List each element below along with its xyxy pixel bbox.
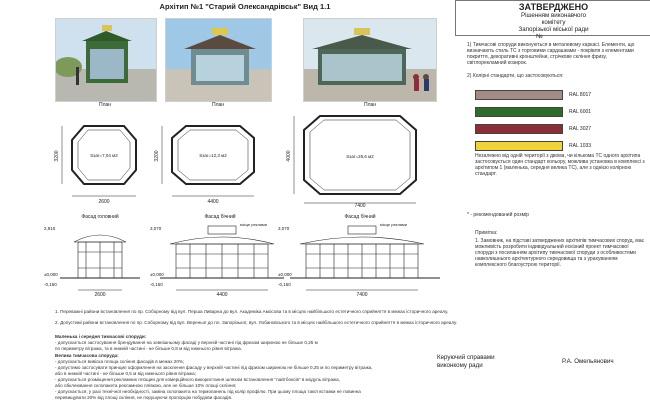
signature-title-2: виконкому ради: [437, 362, 483, 369]
plan-small: [62, 126, 136, 196]
facade-large-width: 7400: [356, 292, 368, 298]
big-line-4: - допускається розміщення рекламних площин для комерційного використання шляхом встановлення "лайтбоксів" в модуль вітража,: [55, 377, 340, 382]
facade-medium: [160, 226, 284, 290]
recommended-size-note: * - рекомендований розмір: [467, 212, 529, 218]
facade-large: [290, 226, 440, 290]
plan-small-width: 2600: [98, 199, 110, 205]
swatch-row: [475, 103, 645, 115]
facade-large-tag: місце реклами: [380, 222, 408, 227]
ads-title: Маленька і середня тимчасові споруди:: [55, 334, 147, 339]
plan-drawings: [50, 108, 450, 208]
facade-small-level-top: 2,910: [44, 226, 56, 231]
facade-large-level-zero: ±0,000: [278, 272, 292, 277]
plan-small-area: Sзаг=7,04 м2: [90, 153, 118, 158]
big-line-6: - допускається, у разі технічної необхідності, заміна склопакета на термопанель під колір профілю. При цьому площа такої вставки не повинна: [55, 389, 361, 394]
facade-label-small: Фасад головний: [81, 214, 119, 220]
approval-line3: Запорізької міської ради: [518, 26, 589, 33]
remarks-title: Примітка:: [475, 230, 498, 236]
swatch-row: [475, 120, 645, 132]
swatch-color: [475, 124, 563, 134]
facade-label-medium: Фасад бічний: [204, 214, 236, 220]
facade-drawings: [40, 220, 460, 300]
swatch-code: RAL 8017: [569, 91, 592, 98]
facade-medium-level-zero: ±0,000: [150, 272, 164, 277]
plan-large-width: 7400: [354, 203, 366, 208]
facade-large-level-bottom: -0,150: [278, 282, 291, 287]
facade-medium-width: 4400: [216, 292, 228, 298]
big-line-2: - допустимо застосувати принцип оформлення на засклення фасаду у верхній частині під фризом шириною не більше 0,25 м по периметру вітража,: [55, 365, 373, 370]
plan-label-medium: План: [211, 102, 225, 108]
facade-label-large: Фасад бічний: [344, 214, 376, 220]
swatch-row: [475, 137, 645, 149]
plan-medium-area: Sзаг=12,3 м2: [199, 153, 227, 158]
note-1: 1) Тимчасові споруди виконуються в металевому каркасі. Елементи, що визначають стиль ТС з торговими сардашками - покрівля з елементами покриття, декоративні кронштейни, стрічкове скління фризу, світлорекламний козирок.: [467, 42, 635, 66]
rendering-medium-kiosk: [165, 18, 272, 102]
facade-medium-level-top: 3,070: [150, 226, 162, 231]
plan-label-large: План: [363, 102, 377, 108]
big-line-1: - допускається вивіска площа скління фасадів в межах 20%;: [55, 359, 185, 364]
swatch-code: RAL 1033: [569, 142, 592, 149]
facade-small: [60, 235, 140, 290]
facade-large-level-top: 3,070: [278, 226, 290, 231]
swatch-color: [475, 90, 563, 100]
signature-name: Р.А. Омельянович: [562, 358, 614, 365]
rendering-large-kiosk: [303, 18, 437, 102]
swatch-code: RAL 3027: [569, 125, 592, 132]
facade-medium-level-bottom: -0,150: [150, 282, 163, 287]
big-line-7: перевищувати 20% від площі скління, не порушуючи пропорцію побудови фасадів.: [55, 395, 233, 400]
facade-small-level-bottom: -0,150: [44, 282, 57, 287]
swatch-code: RAL 6001: [569, 108, 592, 115]
plan-medium: [162, 126, 254, 196]
plan-medium-depth: 3200: [154, 150, 160, 162]
color-swatches: [475, 86, 645, 149]
swatch-color: [475, 141, 563, 151]
approval-stamp: [455, 0, 650, 40]
rendering-small-kiosk: [55, 18, 157, 102]
facade-small-level-zero: ±0,000: [44, 272, 58, 277]
facade-medium-tag: місце реклами: [240, 222, 268, 227]
sheet-title: Архітип №1 "Старий Олександрівськ" Вид 1.1: [159, 2, 331, 11]
plan-small-depth: 3200: [54, 150, 60, 162]
big-line-3: або в нижній частині - не більше 0,5 м від нижнього рівня вітража;: [55, 371, 196, 376]
approval-line2: комітету: [541, 19, 566, 26]
note-2: 2) Колірні стандарти, що застосовуються:: [467, 73, 564, 79]
plan-large: [294, 116, 416, 203]
approval-line4: №: [536, 33, 543, 40]
plan-large-area: Sзаг=25,6 м2: [346, 154, 374, 159]
bottom-note-1: 1. Переважні райони встановлення по пр. Соборному від вул. Перша Ливарна до вул. Академіка Амосова та в місцях найбільшого естетичного сприйняття в межах історичного ареалу.: [55, 309, 449, 314]
ads-line-2: по периметру вітража, та в нижній частині - не більше 0,8 м від нижнього рівня вітража.: [55, 346, 242, 351]
signature-title-1: Керуючий справами: [437, 354, 495, 361]
swatch-color: [475, 107, 563, 117]
plan-medium-width: 4400: [207, 199, 219, 205]
ads-line-1: - допускається застосування брендування на зовнішньому фасаді у верхній частині під фризом шириною не більше 0,25 м: [55, 340, 318, 345]
bottom-note-2: 2. Допустимі райони встановлення по пр. Соборному від вул. Вереньої до пл. Запорізької, вул. Лобановського та в місцях найбільшого естетичного сприйняття в межах історичного ареалу.: [55, 320, 458, 325]
note-3: Незалежно від одній території з двома, чи кількома ТС одного архітипа застосовується один стандарт кольору, можлива установка в комплексі з архітипом 1 (маленька, середня велика ТС), але з однією колірною стандарт.: [475, 153, 645, 177]
remarks-text: 1. Замовник, на підставі затверджених архітипів тимчасових споруд, має можливість розробити індивідуальний ескізний проект тимчасової споруди з посиланням архітипу тимчасової споруди з особливостями навколишнього архітектурного середовища та з урахуванням комплексного благоустрою території.: [475, 238, 645, 268]
approval-heading: ЗАТВЕРДЖЕНО: [518, 2, 589, 12]
big-line-5: або обклеювання склопакета рекламною плівкою, але не більше 10% площі скління;: [55, 383, 237, 388]
approval-line1: Рішенням виконавчого: [520, 12, 587, 19]
facade-small-width: 2600: [94, 292, 106, 298]
swatch-row: [475, 86, 645, 98]
plan-large-depth: 4000: [286, 150, 292, 162]
plan-label-small: План: [98, 102, 112, 108]
big-title: Велика тимчасова споруда:: [55, 353, 119, 358]
